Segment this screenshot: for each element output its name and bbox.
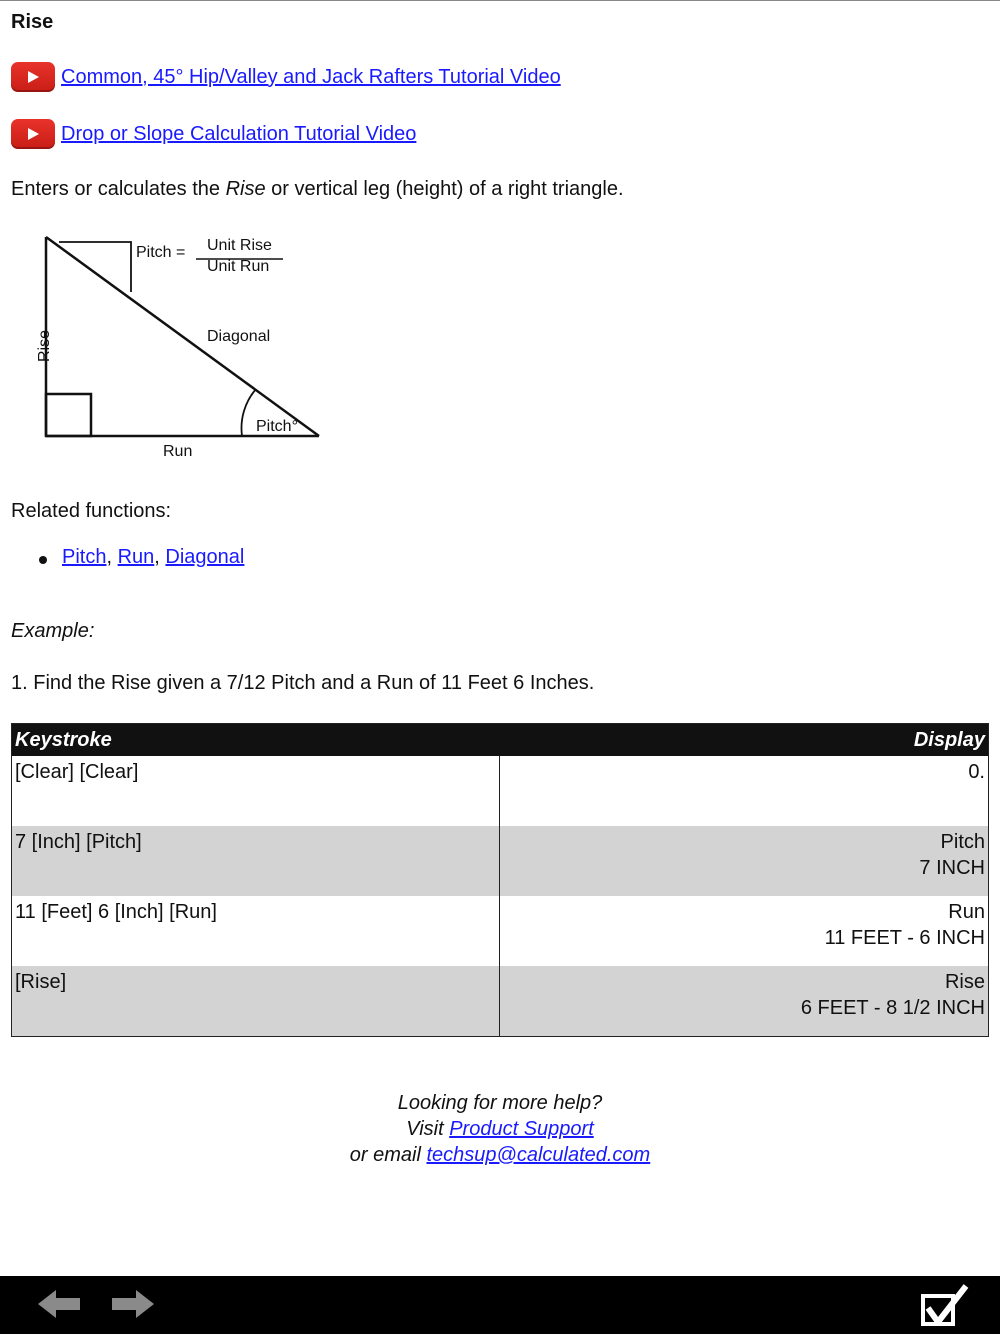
keystroke-cell: 11 [Feet] 6 [Inch] [Run] <box>12 896 500 966</box>
bottom-toolbar <box>0 1276 1000 1334</box>
display-line: 11 FEET - 6 INCH <box>824 927 985 949</box>
description-emphasis: Rise <box>225 178 266 200</box>
table-row <box>12 826 989 896</box>
help-visit-line <box>11 1116 989 1142</box>
visit-text: Visit <box>406 1118 450 1140</box>
email-text: or email <box>349 1144 427 1166</box>
play-video-icon[interactable] <box>11 119 55 149</box>
product-support-link[interactable]: Product Support <box>449 1118 594 1140</box>
display-cell <box>500 756 989 826</box>
right-angle-marker <box>46 394 91 436</box>
checkbox-icon[interactable] <box>918 1282 972 1328</box>
help-footer <box>11 1090 989 1168</box>
separator: , <box>106 546 118 568</box>
right-triangle-diagram <box>21 222 341 467</box>
example-step: 1. Find the Rise given a 7/12 Pitch and a Run of 11 Feet 6 Inches. <box>11 672 595 694</box>
pitch-link[interactable]: Pitch <box>62 546 107 568</box>
table-row <box>12 896 989 966</box>
diagonal-line <box>46 237 319 436</box>
display-line: Rise <box>944 971 985 993</box>
display-line: 7 INCH <box>919 857 985 879</box>
keystroke-header: Keystroke <box>12 724 500 757</box>
pitch-angle-arc <box>241 389 256 436</box>
description-text: Enters or calculates the <box>11 178 226 200</box>
pitch-degree-label: Pitch° <box>256 418 298 435</box>
display-cell <box>500 826 989 896</box>
forward-arrow-icon[interactable] <box>110 1288 156 1320</box>
video-link-hip-valley[interactable] <box>11 61 561 93</box>
table-row <box>12 966 989 1036</box>
help-email-line <box>11 1142 989 1168</box>
hip-valley-video-link[interactable]: Common, 45° Hip/Valley and Jack Rafters Tutorial Video <box>61 65 561 88</box>
display-line: Pitch <box>940 831 985 853</box>
description-text-end: or vertical leg (height) of a right triangle. <box>265 178 624 200</box>
rise-label: Rise <box>36 329 53 362</box>
display-cell <box>500 896 989 966</box>
unit-rise-label: Unit Rise <box>207 237 272 254</box>
diagonal-label: Diagonal <box>207 328 271 345</box>
bullet-icon <box>39 556 47 564</box>
top-divider <box>0 0 1000 1</box>
video-link-drop-slope[interactable] <box>11 118 416 150</box>
display-line: 0. <box>968 761 985 783</box>
table-header-row <box>12 724 989 757</box>
description <box>11 178 624 201</box>
separator: , <box>154 546 166 568</box>
display-cell <box>500 966 989 1036</box>
pitch-formula-label: Pitch = <box>136 244 186 261</box>
keystroke-table <box>11 723 989 1037</box>
example-label: Example: <box>11 620 95 642</box>
play-video-icon[interactable] <box>11 62 55 92</box>
display-line: Run <box>948 901 985 923</box>
email-link[interactable]: techsup@calculated.com <box>426 1144 651 1166</box>
keystroke-cell: [Rise] <box>12 966 500 1036</box>
drop-slope-video-link[interactable]: Drop or Slope Calculation Tutorial Video <box>61 122 417 145</box>
table-row <box>12 756 989 826</box>
diagonal-link[interactable]: Diagonal <box>165 546 245 568</box>
page-title: Rise <box>11 11 54 33</box>
back-arrow-icon[interactable] <box>36 1288 82 1320</box>
display-line: 6 FEET - 8 1/2 INCH <box>800 997 985 1019</box>
display-header: Display <box>500 724 989 757</box>
list-item <box>62 546 244 569</box>
unit-run-label: Unit Run <box>207 258 270 275</box>
help-question: Looking for more help? <box>397 1092 603 1114</box>
run-link[interactable]: Run <box>117 546 155 568</box>
pitch-indicator <box>59 242 131 292</box>
run-label: Run <box>163 443 193 460</box>
keystroke-cell: [Clear] [Clear] <box>12 756 500 826</box>
keystroke-cell: 7 [Inch] [Pitch] <box>12 826 500 896</box>
related-functions-label: Related functions: <box>11 500 172 522</box>
